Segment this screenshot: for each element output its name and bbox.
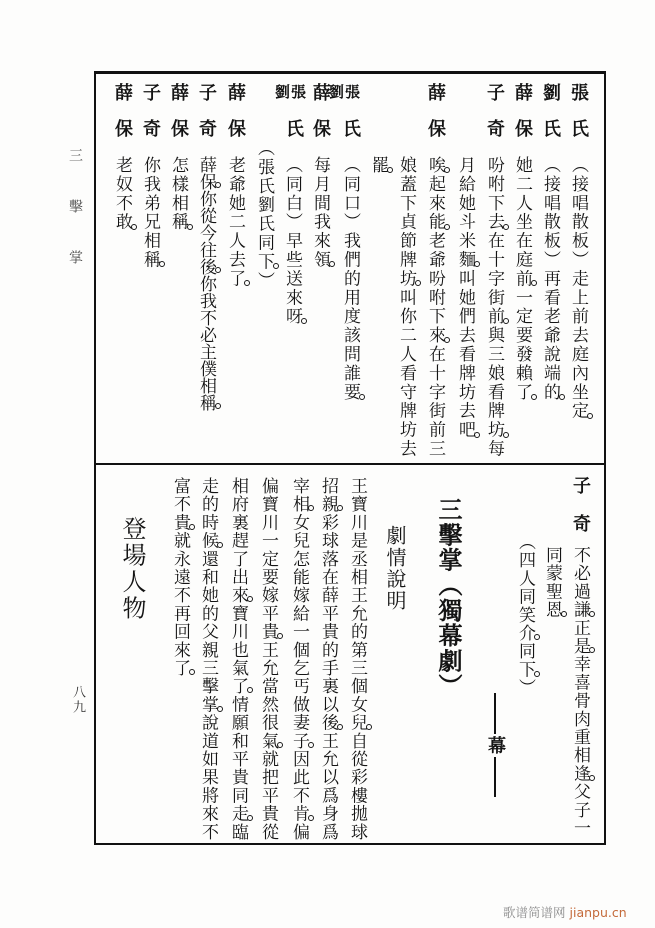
speaker-name: 張 bbox=[568, 83, 589, 101]
speaker-name: 奇 bbox=[140, 119, 161, 137]
speaker-name: 子 bbox=[140, 83, 161, 101]
stage-direction: （四人同笑介同下） bbox=[515, 533, 535, 697]
dialogue-text: 她二人坐在庭前一定要發賴了 bbox=[512, 156, 532, 402]
speaker-name: 奇 bbox=[484, 119, 505, 137]
curtain-rule-top bbox=[494, 693, 496, 734]
play-title: 三擊掌（獨幕劇） bbox=[434, 497, 463, 699]
speaker-name: 薛 bbox=[112, 83, 133, 101]
synopsis-column: 走的時候還和她的父親三擊掌說道如果將來不 bbox=[198, 477, 218, 842]
synopsis-column: 富不貴就永遠不再回來了 bbox=[170, 477, 190, 678]
synopsis-column: 宰相女兒怎能嫁給一個乞丐做妻子因此不肯偏 bbox=[289, 477, 309, 842]
dialogue-text-continued: 同蒙聖恩 bbox=[542, 546, 562, 619]
speaker-name: 奇 bbox=[570, 514, 591, 532]
dialogue-text-continued: 娘蓋下貞節牌坊叫你二人看守牌坊去 bbox=[396, 156, 416, 459]
cast-heading: 登場人物 bbox=[118, 516, 146, 622]
speaker-name: 薛 bbox=[512, 83, 533, 101]
speaker-name: 薛 bbox=[225, 83, 246, 101]
speaker-name: 保 bbox=[168, 119, 189, 137]
speaker-name: 薛 bbox=[425, 83, 446, 101]
speaker-name: 保 bbox=[310, 119, 331, 137]
curtain-label: 幕 bbox=[485, 736, 506, 754]
dialogue-text: 薛保你從今往後你我不必主僕相稱 bbox=[196, 156, 216, 411]
speaker-name: 保 bbox=[512, 119, 533, 137]
synopsis-column: 王寶川是丞相王允的第三個女兒自從彩樓拋球 bbox=[347, 477, 367, 842]
speaker-name: 子 bbox=[196, 83, 217, 101]
running-header: 三擊掌 bbox=[67, 148, 83, 301]
dialogue-text: 老奴不敢 bbox=[112, 156, 132, 232]
speaker-name: 劉 bbox=[540, 83, 561, 101]
page-number: 八九 bbox=[70, 685, 85, 715]
speaker-name: 奇 bbox=[196, 119, 217, 137]
speaker-name-combined: 張劉 bbox=[274, 83, 307, 101]
watermark bbox=[503, 903, 627, 921]
dialogue-text-continued: 罷 bbox=[368, 156, 388, 175]
speaker-name: 薛 bbox=[168, 83, 189, 101]
dialogue-text-continued: 月給她斗米麵叫她們去看牌坊去吧 bbox=[455, 156, 475, 440]
speaker-name-combined: 張劉 bbox=[328, 83, 361, 101]
dialogue-text: 吩咐下去在十字街前與三娘看牌坊每 bbox=[484, 156, 504, 459]
dialogue-text: 怎樣相稱 bbox=[168, 156, 188, 232]
synopsis-heading: 劇情說明 bbox=[383, 525, 407, 612]
synopsis-column: 相府裏趕了出來寶川也氣了情願和平貴同走臨 bbox=[228, 477, 248, 842]
dialogue-text: 你我弟兄相稱 bbox=[140, 156, 160, 270]
watermark-site-name: 歌谱简谱网 bbox=[503, 905, 566, 920]
dialogue-text: （同白）早些送來呀 bbox=[282, 156, 302, 327]
speaker-name: 保 bbox=[225, 119, 246, 137]
curtain-rule-bottom bbox=[494, 757, 496, 797]
speaker-name: 薛 bbox=[310, 83, 331, 101]
speaker-name: 氏 bbox=[283, 119, 304, 137]
synopsis-column: 招親彩球落在薛平貴的手裏以後王允以爲身爲 bbox=[318, 477, 338, 842]
synopsis-column: 偏寶川一定要嫁平貴王允當然很氣就把平貴從 bbox=[258, 477, 278, 842]
speaker-name: 氏 bbox=[568, 119, 589, 137]
speaker-name: 氏 bbox=[340, 119, 361, 137]
speaker-name: 子 bbox=[484, 83, 505, 101]
dialogue-text: （接唱散板）再看老爺說端的 bbox=[540, 156, 560, 402]
dialogue-text: 老爺她二人去了 bbox=[225, 156, 245, 289]
watermark-domain: jianpu.cn bbox=[569, 905, 627, 920]
dialogue-text: （同口）我們的用度該問誰要 bbox=[340, 156, 360, 402]
dialogue-text: 唉起來能老爺吩咐下來在十字街前三 bbox=[425, 156, 445, 459]
section-divider bbox=[94, 463, 606, 465]
speaker-name: 氏 bbox=[540, 119, 561, 137]
speaker-name: 保 bbox=[425, 119, 446, 137]
dialogue-text: 每月間我來領 bbox=[310, 156, 330, 270]
speaker-name: 子 bbox=[570, 476, 591, 494]
dialogue-text: 不必過謙正是幸喜骨肉重相逢父子一 bbox=[570, 546, 590, 838]
stage-direction: （張氏劉氏同下） bbox=[254, 139, 274, 291]
dialogue-text: （接唱散板）走上前去庭內坐定 bbox=[568, 156, 588, 421]
speaker-name: 保 bbox=[112, 119, 133, 137]
